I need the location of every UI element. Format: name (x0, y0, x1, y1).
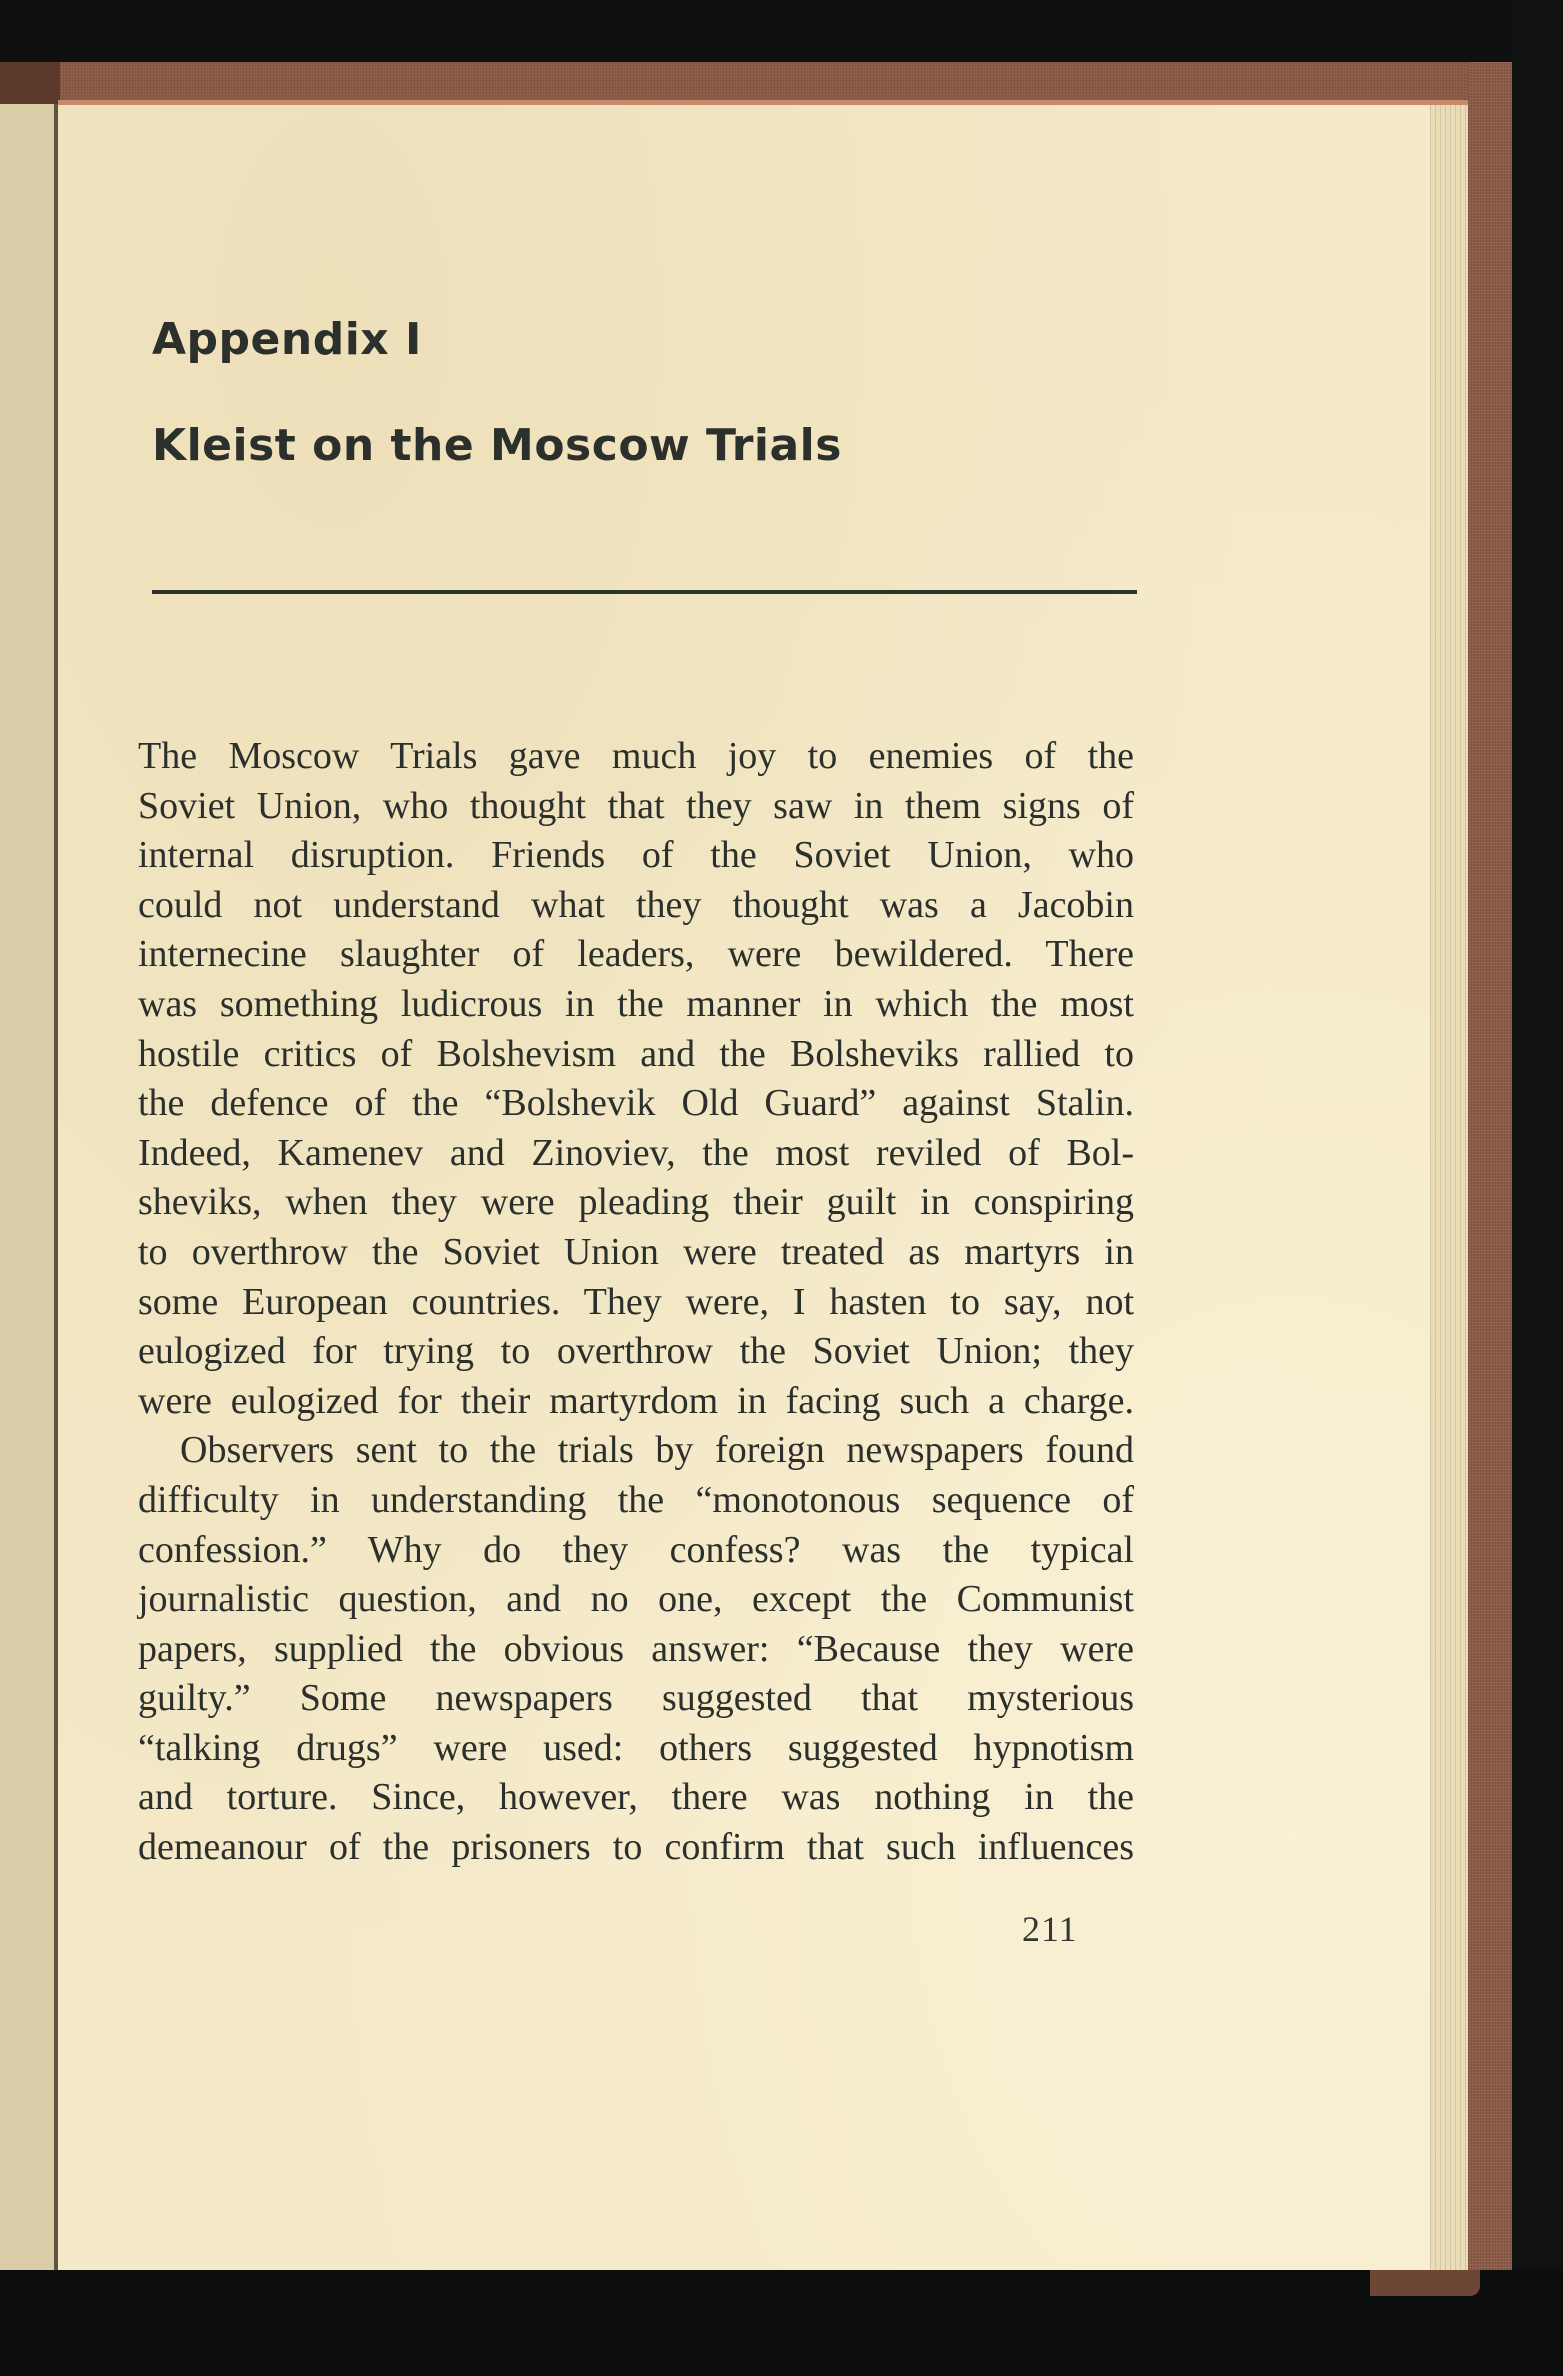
text-line: “talking drugs” were used: others suggested hypnotism (138, 1726, 1134, 1769)
background-right (1512, 0, 1563, 2376)
text-line: and torture. Since, however, there was nothing in the (138, 1776, 1134, 1819)
text-line: Observers sent to the trials by foreign newspapers found (180, 1429, 1134, 1472)
text-line: confession.” Why do they confess? was the typical (138, 1528, 1134, 1571)
text-line: papers, supplied the obvious answer: “Because they were (138, 1627, 1134, 1670)
book-cover-shadow (0, 62, 60, 104)
left-page-strip (0, 104, 56, 2270)
text-line: hostile critics of Bolshevism and the Bolsheviks rallied to (138, 1032, 1134, 1075)
book-cover-right-edge (1468, 62, 1512, 2292)
body-text (138, 732, 1134, 1873)
text-line: internecine slaughter of leaders, were bewildered. There (138, 933, 1134, 976)
page-number: 211 (1022, 1909, 1078, 1949)
text-line: was something ludicrous in the manner in which the most (138, 982, 1134, 1025)
text-line: the defence of the “Bolshevik Old Guard” against Stalin. (138, 1082, 1134, 1125)
chapter-title: Kleist on the Moscow Trials (152, 420, 842, 471)
page-top-edge (58, 100, 1468, 105)
text-line: journalistic question, and no one, except the Communist (138, 1578, 1134, 1621)
text-line: some European countries. They were, I hasten to say, not (138, 1280, 1134, 1323)
text-line: sheviks, when they were pleading their guilt in conspiring (138, 1181, 1134, 1224)
text-line: Soviet Union, who thought that they saw in them signs of (138, 784, 1134, 827)
text-line: demeanour of the prisoners to confirm that such influences (138, 1826, 1134, 1869)
book-cover-top-edge (0, 62, 1512, 104)
text-line: were eulogized for their martyrdom in facing such a charge. (138, 1379, 1134, 1422)
text-line: Indeed, Kamenev and Zinoviev, the most reviled of Bol- (138, 1131, 1134, 1174)
text-line: difficulty in understanding the “monotonous sequence of (138, 1478, 1134, 1521)
title-rule (152, 590, 1137, 594)
text-line: to overthrow the Soviet Union were treated as martyrs in (138, 1230, 1134, 1273)
text-line: The Moscow Trials gave much joy to enemies of the (138, 735, 1134, 777)
book-cover-corner (1370, 2270, 1480, 2296)
text-line: internal disruption. Friends of the Soviet Union, who (138, 834, 1134, 877)
text-line: guilty.” Some newspapers suggested that mysterious (138, 1677, 1134, 1720)
text-line: eulogized for trying to overthrow the Soviet Union; they (138, 1330, 1134, 1373)
background-top (0, 0, 1563, 68)
background-bottom (0, 2270, 1563, 2376)
text-line: could not understand what they thought was a Jacobin (138, 883, 1134, 926)
appendix-label: Appendix I (152, 314, 422, 365)
